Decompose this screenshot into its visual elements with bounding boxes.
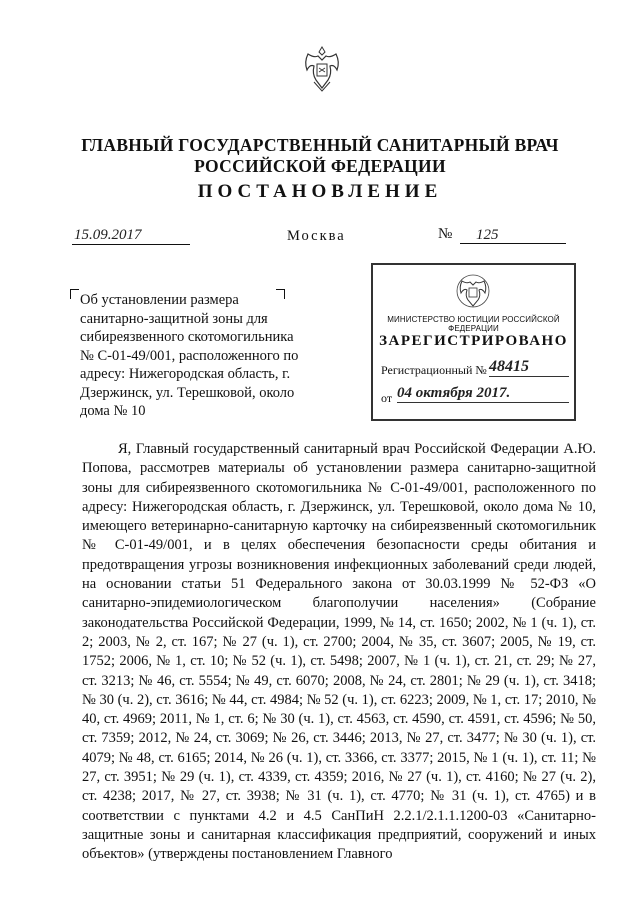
document-city: Москва <box>287 228 346 244</box>
document-body-paragraph: Я, Главный государственный санитарный врач Российской Федерации А.Ю. Попова, рассмотрев материалы об установлении размера санитарно-защитной зоны для сибиреязвенного скотомогильника № С-01-49/001, расположенного по адресу: Нижегородская область, г. Дзержинск, ул. Терешковой, около дома № 10, имеющего ветеринарно-санитарную карточку на сибиреязвенный скотомогильник № С-01-49/001, и в целях обеспечения безопасности среды обитания и предотвращения угрозы возникновения инфекционных заболеваний среди людей, на основании статьи 51 Федерального закона от 30.03.1999 № 52-ФЗ «О санитарно-эпидемиологическом благополучии населения» (Собрание законодательства Российской Федерации, 1999, № 14, ст. 1650; 2002, № 1 (ч. 1), ст. 2; 2003, № 2, ст. 167; № 27 (ч. 1), ст. 2700; 2004, № 35, ст. 3607; 2005, № 19, ст. 1752; 2006, № 1, ст. 10; № 52 (ч. 1), ст. 5498; 2007, № 1 (ч. 1), ст. 21, ст. 29; № 27, ст. 3213; № 46, ст. 5554; № 49, ст. 6070; 2008, № 24, ст. 2801; № 29 (ч. 1), ст. 3418; № 30 (ч. 2), ст. 3616; № 44, ст. 4984; № 52 (ч. 1), ст. 6223; 2009, № 1, ст. 17; 2010, № 40, ст. 4969; 2011, № 1, ст. 6; № 30 (ч. 1), ст. 4563, ст. 4590, ст. 4591, ст. 4596; № 50, ст. 7359; 2012, № 24, ст. 3069; № 26, ст. 3446; 2013, № 27, ст. 3477; № 30 (ч. 1), ст. 4079; № 48, ст. 6165; 2014, № 26 (ч. 1), ст. 3366, ст. 3377; 2015, № 1 (ч. 1), ст. 11; № 27, ст. 3951; № 29 (ч. 1), ст. 4339, ст. 4359; 2016, № 27 (ч. 1), ст. 4160; № 27 (ч. 2), ст. 4238; 2017, № 27, ст. 3938; № 31 (ч. 1), ст. 4770; № 31 (ч. 1), ст. 4765) и в соответствии с пунктами 4.2 и 4.5 СанПиН 2.2.1/2.1.1.1200-03 «Санитарно-защитные зоны и санитарная классификация предприятий, сооружений и иных объектов» (утверждены постановлением Главного <box>82 441 596 863</box>
stamp-reg-number: 48415 <box>489 358 569 377</box>
issuer-title-line2: РОССИЙСКОЙ ФЕДЕРАЦИИ <box>194 156 446 176</box>
document-number-label: № <box>438 226 453 242</box>
stamp-ministry-name: МИНИСТЕРСТВО ЮСТИЦИИ РОССИЙСКОЙ ФЕДЕРАЦИИ <box>387 315 560 333</box>
stamp-reg-number-label: Регистрационный № <box>381 363 487 377</box>
registration-stamp <box>371 263 576 421</box>
document-type-title: ПОСТАНОВЛЕНИЕ <box>197 181 443 202</box>
stamp-emblem-icon <box>455 271 491 311</box>
subject-bracket-left <box>70 289 79 299</box>
document-date: 15.09.2017 <box>72 226 190 245</box>
document-number: 125 <box>460 226 566 244</box>
issuer-title-line1: ГЛАВНЫЙ ГОСУДАРСТВЕННЫЙ САНИТАРНЫЙ ВРАЧ <box>81 135 559 155</box>
stamp-from-label: от <box>381 391 393 405</box>
stamp-from-date: 04 октября 2017. <box>397 385 569 403</box>
stamp-registered-label: ЗАРЕГИСТРИРОВАНО <box>379 333 568 349</box>
document-subject: Об установлении размера санитарно-защитной зоны для сибиреязвенного скотомогильника № С-01-49/001, расположенного по адресу: Нижегородская область, г. Дзержинск, ул. Терешковой, около дома № 10 <box>80 292 299 419</box>
coat-of-arms-emblem <box>300 44 344 94</box>
